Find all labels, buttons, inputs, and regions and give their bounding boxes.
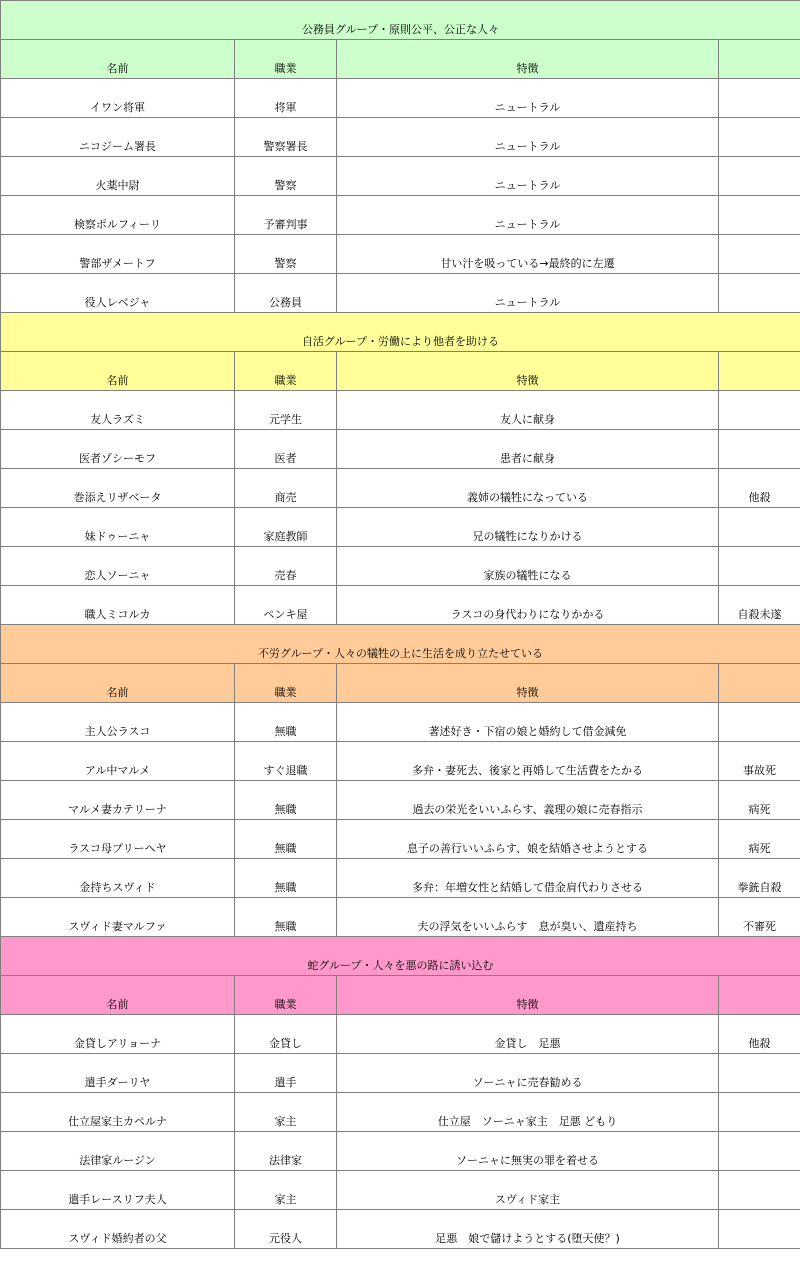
cell-occupation[interactable]: 無職: [235, 703, 337, 742]
cell-extra[interactable]: [719, 430, 800, 469]
group-title-row: [1, 1, 800, 40]
table-row: [1, 508, 800, 547]
header-name[interactable]: 名前: [1, 352, 235, 391]
cell-occupation[interactable]: 予審判事: [235, 196, 337, 235]
header-name[interactable]: 名前: [1, 664, 235, 703]
cell-occupation[interactable]: 売春: [235, 547, 337, 586]
cell-occupation[interactable]: 医者: [235, 430, 337, 469]
table-row: [1, 118, 800, 157]
cell-name[interactable]: 役人レベジャ: [1, 274, 235, 313]
cell-feature[interactable]: 著述好き・下宿の娘と婚約して借金減免: [337, 703, 719, 742]
cell-extra[interactable]: 拳銃自殺: [719, 859, 800, 898]
table-row: [1, 859, 800, 898]
table-row: [1, 586, 800, 625]
cell-feature[interactable]: ラスコの身代わりになりかかる: [337, 586, 719, 625]
cell-name[interactable]: イワン将軍: [1, 79, 235, 118]
cell-extra[interactable]: [719, 235, 800, 274]
cell-feature[interactable]: ニュートラル: [337, 118, 719, 157]
cell-feature[interactable]: 兄の犠牲になりかける: [337, 508, 719, 547]
header-extra[interactable]: [719, 664, 800, 703]
table-row: [1, 820, 800, 859]
cell-occupation[interactable]: 無職: [235, 781, 337, 820]
cell-occupation[interactable]: 家庭教師: [235, 508, 337, 547]
cell-feature[interactable]: ニュートラル: [337, 157, 719, 196]
cell-extra[interactable]: [719, 508, 800, 547]
group-title[interactable]: 公務員グループ・原則公平、公正な人々: [1, 1, 800, 40]
cell-extra[interactable]: [719, 1054, 800, 1093]
cell-extra[interactable]: 自殺未遂: [719, 586, 800, 625]
cell-feature[interactable]: 友人に献身: [337, 391, 719, 430]
table-row: [1, 1210, 800, 1249]
table-row: [1, 1015, 800, 1054]
cell-name[interactable]: 友人ラズミ: [1, 391, 235, 430]
group-title-row: [1, 313, 800, 352]
cell-name[interactable]: 遣手レースリフ夫人: [1, 1171, 235, 1210]
header-occupation[interactable]: 職業: [235, 40, 337, 79]
cell-name[interactable]: 恋人ソーニャ: [1, 547, 235, 586]
cell-extra[interactable]: 病死: [719, 820, 800, 859]
cell-name[interactable]: スヴィド妻マルファ: [1, 898, 235, 937]
cell-feature[interactable]: ニュートラル: [337, 274, 719, 313]
cell-extra[interactable]: [719, 79, 800, 118]
cell-feature[interactable]: ソーニャに売春勧める: [337, 1054, 719, 1093]
cell-occupation[interactable]: 公務員: [235, 274, 337, 313]
column-header-row: [1, 40, 800, 79]
cell-name[interactable]: ニコジーム署長: [1, 118, 235, 157]
cell-feature[interactable]: 多弁：年増女性と結婚して借金肩代わりさせる: [337, 859, 719, 898]
cell-occupation[interactable]: すぐ退職: [235, 742, 337, 781]
cell-name[interactable]: 主人公ラスコ: [1, 703, 235, 742]
table-row: [1, 391, 800, 430]
cell-occupation[interactable]: 家主: [235, 1171, 337, 1210]
column-header-row: [1, 664, 800, 703]
table-row: [1, 742, 800, 781]
cell-occupation[interactable]: 商売: [235, 469, 337, 508]
header-occupation[interactable]: 職業: [235, 976, 337, 1015]
cell-feature[interactable]: 家族の犠牲になる: [337, 547, 719, 586]
cell-feature[interactable]: 甘い汁を吸っている→最終的に左遷: [337, 235, 719, 274]
cell-extra[interactable]: [719, 196, 800, 235]
cell-name[interactable]: 仕立屋家主カペルナ: [1, 1093, 235, 1132]
cell-extra[interactable]: [719, 1171, 800, 1210]
cell-occupation[interactable]: 法律家: [235, 1132, 337, 1171]
cell-feature[interactable]: 仕立屋 ソーニャ家主 足悪 どもり: [337, 1093, 719, 1132]
header-extra[interactable]: [719, 352, 800, 391]
cell-name[interactable]: アル中マルメ: [1, 742, 235, 781]
cell-occupation[interactable]: ペンキ屋: [235, 586, 337, 625]
cell-name[interactable]: 金貸しアリョーナ: [1, 1015, 235, 1054]
cell-name[interactable]: 職人ミコルカ: [1, 586, 235, 625]
header-feature[interactable]: 特徴: [337, 664, 719, 703]
cell-feature[interactable]: 夫の浮気をいいふらす 息が臭い、遺産持ち: [337, 898, 719, 937]
table-row: [1, 1132, 800, 1171]
cell-extra[interactable]: 病死: [719, 781, 800, 820]
header-feature[interactable]: 特徴: [337, 976, 719, 1015]
cell-feature[interactable]: 息子の善行いいふらす、娘を結婚させようとする: [337, 820, 719, 859]
cell-occupation[interactable]: 無職: [235, 820, 337, 859]
cell-extra[interactable]: [719, 1132, 800, 1171]
cell-occupation[interactable]: 警察: [235, 157, 337, 196]
cell-name[interactable]: ラスコ母プリーヘヤ: [1, 820, 235, 859]
cell-feature[interactable]: 多弁・妻死去、後家と再婚して生活費をたかる: [337, 742, 719, 781]
table-row: [1, 703, 800, 742]
cell-name[interactable]: 医者ゾシーモフ: [1, 430, 235, 469]
group-title[interactable]: 不労グループ・人々の犠牲の上に生活を成り立たせている: [1, 625, 800, 664]
table-row: [1, 79, 800, 118]
cell-occupation[interactable]: 元学生: [235, 391, 337, 430]
cell-extra[interactable]: [719, 1210, 800, 1249]
table-row: [1, 547, 800, 586]
cell-name[interactable]: マルメ妻カテリーナ: [1, 781, 235, 820]
cell-feature[interactable]: 患者に献身: [337, 430, 719, 469]
table-row: [1, 157, 800, 196]
table-row: [1, 469, 800, 508]
cell-extra[interactable]: 不審死: [719, 898, 800, 937]
cell-feature[interactable]: 過去の栄光をいいふらす、義理の娘に売春指示: [337, 781, 719, 820]
table-row: [1, 196, 800, 235]
cell-feature[interactable]: ニュートラル: [337, 196, 719, 235]
cell-occupation[interactable]: 無職: [235, 898, 337, 937]
cell-extra[interactable]: [719, 1093, 800, 1132]
cell-extra[interactable]: 他殺: [719, 469, 800, 508]
cell-name[interactable]: 巻添えリザベータ: [1, 469, 235, 508]
cell-name[interactable]: 金持ちスヴィド: [1, 859, 235, 898]
cell-extra[interactable]: 他殺: [719, 1015, 800, 1054]
cell-extra[interactable]: [719, 391, 800, 430]
cell-feature[interactable]: 義姉の犠牲になっている: [337, 469, 719, 508]
cell-feature[interactable]: 足悪 娘で儲けようとする(堕天使？): [337, 1210, 719, 1249]
cell-name[interactable]: 検察ポルフィーリ: [1, 196, 235, 235]
cell-feature[interactable]: 金貸し 足悪: [337, 1015, 719, 1054]
cell-feature[interactable]: ニュートラル: [337, 79, 719, 118]
cell-occupation[interactable]: 警察署長: [235, 118, 337, 157]
cell-extra[interactable]: [719, 118, 800, 157]
cell-feature[interactable]: ソーニャに無実の罪を着せる: [337, 1132, 719, 1171]
cell-occupation[interactable]: 金貸し: [235, 1015, 337, 1054]
cell-occupation[interactable]: 警察: [235, 235, 337, 274]
cell-extra[interactable]: [719, 547, 800, 586]
cell-occupation[interactable]: 元役人: [235, 1210, 337, 1249]
header-feature[interactable]: 特徴: [337, 40, 719, 79]
group-title[interactable]: 蛇グループ・人々を悪の路に誘い込む: [1, 937, 800, 976]
table-row: [1, 430, 800, 469]
table-row: [1, 1054, 800, 1093]
cell-occupation[interactable]: 無職: [235, 859, 337, 898]
header-feature[interactable]: 特徴: [337, 352, 719, 391]
cell-feature[interactable]: スヴィド家主: [337, 1171, 719, 1210]
table-row: [1, 898, 800, 937]
cell-name[interactable]: 遣手ダーリヤ: [1, 1054, 235, 1093]
table-row: [1, 1093, 800, 1132]
cell-name[interactable]: 妹ドゥーニャ: [1, 508, 235, 547]
cell-extra[interactable]: [719, 157, 800, 196]
cell-occupation[interactable]: 将軍: [235, 79, 337, 118]
column-header-row: [1, 352, 800, 391]
table-row: [1, 781, 800, 820]
header-name[interactable]: 名前: [1, 976, 235, 1015]
table-row: [1, 235, 800, 274]
header-occupation[interactable]: 職業: [235, 664, 337, 703]
cell-name[interactable]: 警部ザメートフ: [1, 235, 235, 274]
group-title[interactable]: 自活グループ・労働により他者を助ける: [1, 313, 800, 352]
table-row: [1, 1171, 800, 1210]
cell-extra[interactable]: [719, 274, 800, 313]
header-occupation[interactable]: 職業: [235, 352, 337, 391]
header-extra[interactable]: [719, 976, 800, 1015]
group-title-row: [1, 625, 800, 664]
header-extra[interactable]: [719, 40, 800, 79]
cell-name[interactable]: スヴィド婚約者の父: [1, 1210, 235, 1249]
column-header-row: [1, 976, 800, 1015]
cell-extra[interactable]: [719, 703, 800, 742]
cell-name[interactable]: 火薬中尉: [1, 157, 235, 196]
cell-occupation[interactable]: 遣手: [235, 1054, 337, 1093]
table-row: [1, 274, 800, 313]
cell-name[interactable]: 法律家ルージン: [1, 1132, 235, 1171]
group-title-row: [1, 937, 800, 976]
cell-extra[interactable]: 事故死: [719, 742, 800, 781]
header-name[interactable]: 名前: [1, 40, 235, 79]
cell-occupation[interactable]: 家主: [235, 1093, 337, 1132]
